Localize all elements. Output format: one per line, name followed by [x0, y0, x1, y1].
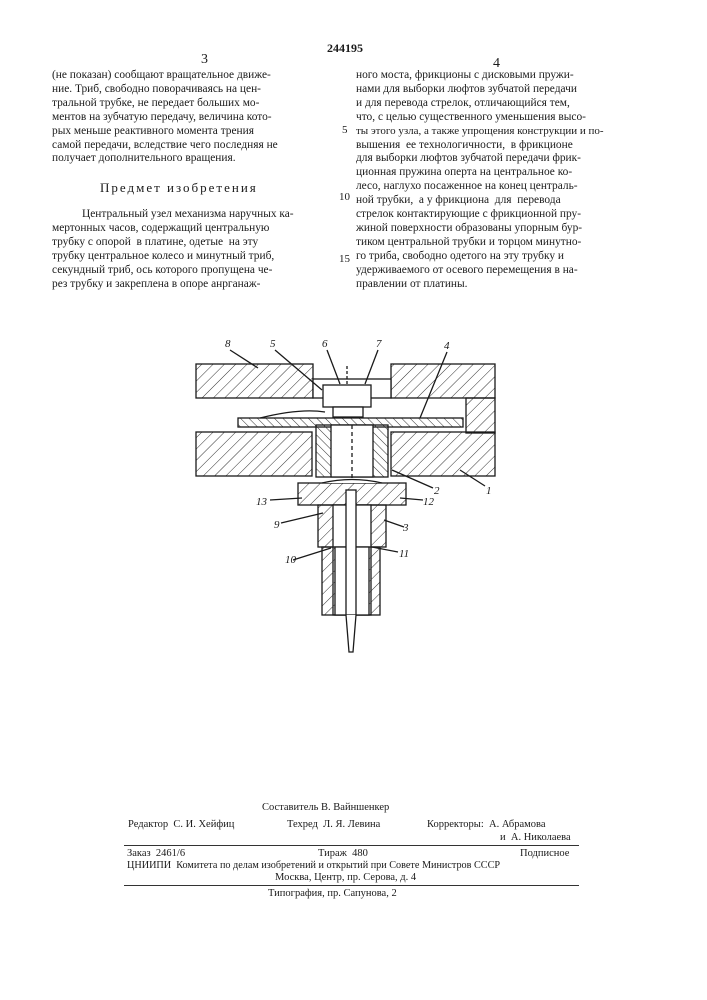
leader-13 — [270, 498, 302, 500]
figure-label: 12 — [423, 496, 434, 508]
pinion-6 — [333, 407, 363, 417]
text-line: ние. Триб, свободно поворачиваясь на цен- — [52, 82, 261, 95]
text-line: рых меньше реактивного момента трения — [52, 124, 254, 137]
line-number: 15 — [339, 253, 350, 265]
second-shaft — [346, 490, 356, 615]
text-line: Центральный узел механизма наручных ка- — [82, 208, 294, 221]
text-line: стрелок контактирующие с фрикционной пру- — [356, 208, 582, 221]
text-line: трубку с опорой в платине, одетые на эту — [52, 236, 259, 249]
text-line: (не показан) сообщают вращательное движе- — [52, 69, 271, 81]
text-line: мертонных часов, содержащий центральную — [52, 222, 270, 235]
line-number: 5 — [342, 124, 348, 136]
main-plate-left — [196, 432, 312, 476]
pinion-7 — [323, 385, 371, 407]
friction-spring — [260, 411, 325, 418]
footer-address: Москва, Центр, пр. Серова, д. 4 — [275, 872, 417, 883]
text-line: вышения ее технологичности, в фрикционе — [356, 138, 573, 151]
text-line: лесо, наглухо посаженное на конец централь- — [356, 180, 578, 193]
figure-label: 3 — [403, 522, 409, 534]
text-line: самой передачи, вследствие чего последняя не — [52, 138, 278, 151]
figure-label: 6 — [322, 338, 328, 350]
text-line: получает дополнительного вращения. — [52, 152, 236, 165]
bridge-plate-left — [196, 364, 313, 398]
bearing-cap — [322, 480, 382, 484]
text-line: что, с целью существенного уменьшения высо- — [356, 110, 586, 123]
text-line: трубку центральное колесо и минутный триб, — [52, 250, 275, 263]
text-line: жиной поверхности образованы упорным бур- — [356, 221, 583, 234]
footer-correctors: Корректоры: А. Абрамова — [427, 819, 546, 830]
figure-label: 9 — [274, 519, 280, 531]
main-plate-right — [391, 432, 495, 476]
footer-correctors-2: и А. Николаева — [500, 832, 571, 843]
text-line: правлении от платины. — [356, 277, 468, 290]
figure-label: 2 — [434, 485, 440, 497]
text-line: тральной трубке, не передает больших мо- — [52, 96, 260, 109]
page-number-right: 4 — [493, 56, 500, 71]
text-line: ной трубки, а у фрикциона для перевода — [356, 194, 561, 207]
patent-number: 244195 — [327, 41, 363, 55]
text-line: для выборки люфтов зубчатой передачи фрик- — [356, 152, 581, 165]
footer-subscription: Подписное — [520, 848, 570, 859]
text-line: нами для выборки люфтов зубчатой передачи — [356, 82, 577, 95]
figure-label: 10 — [285, 554, 296, 566]
text-line: ментов на зубчатую передачу, величина кото- — [52, 110, 272, 123]
footer-divider — [124, 845, 579, 846]
figure-label: 5 — [270, 338, 276, 350]
figure-label: 4 — [444, 340, 450, 352]
footer-tech-editor: Техред Л. Я. Левина — [287, 819, 381, 830]
text-line: удерживаемого от осевого перемещения в на- — [356, 263, 578, 276]
figure-label: 1 — [486, 485, 492, 497]
figure-label: 7 — [376, 338, 382, 350]
leader-9 — [281, 513, 323, 523]
footer-institute: ЦНИИПИ Комитета по делам изобретений и открытий при Совете Министров СССР — [127, 860, 501, 871]
figure-label: 8 — [225, 338, 231, 350]
footer-printing: Типография, пр. Сапунова, 2 — [268, 888, 397, 899]
text-line: рез трубку и закреплена в опоре анрганаж- — [52, 277, 261, 290]
text-line: ного моста, фрикционы с дисковыми пружи- — [356, 69, 574, 81]
figure-label: 11 — [399, 548, 410, 560]
footer-order: Заказ 2461/6 — [127, 848, 186, 859]
text-line: ционная пружина оперта на центральное ко- — [356, 166, 573, 179]
footer-circulation: Тираж 480 — [318, 848, 368, 859]
shaft-tip — [346, 615, 356, 652]
text-line: ты этого узла, а также упрощения конструкции и по- — [356, 124, 604, 137]
text-line: тиком центральной трубки и торцом минутно- — [356, 235, 582, 248]
bridge-plate-right — [391, 364, 495, 398]
leader-3 — [384, 520, 404, 527]
text-line: го триба, свободно одетого на эту трубку и — [356, 249, 564, 262]
figure-label: 13 — [256, 496, 267, 508]
plate-side — [466, 398, 495, 433]
footer-editor: Редактор С. И. Хейфиц — [128, 819, 235, 830]
line-number: 10 — [339, 191, 350, 203]
footer-compiler: Составитель В. Вайншенкер — [262, 802, 390, 813]
text-line: и для перевода стрелок, отличающийся тем, — [356, 96, 570, 109]
text-line: секундный триб, ось которого пропущена че- — [52, 263, 273, 276]
footer-divider — [124, 885, 579, 886]
page-number-left: 3 — [201, 52, 208, 67]
section-heading: Предмет изобретения — [100, 180, 258, 196]
